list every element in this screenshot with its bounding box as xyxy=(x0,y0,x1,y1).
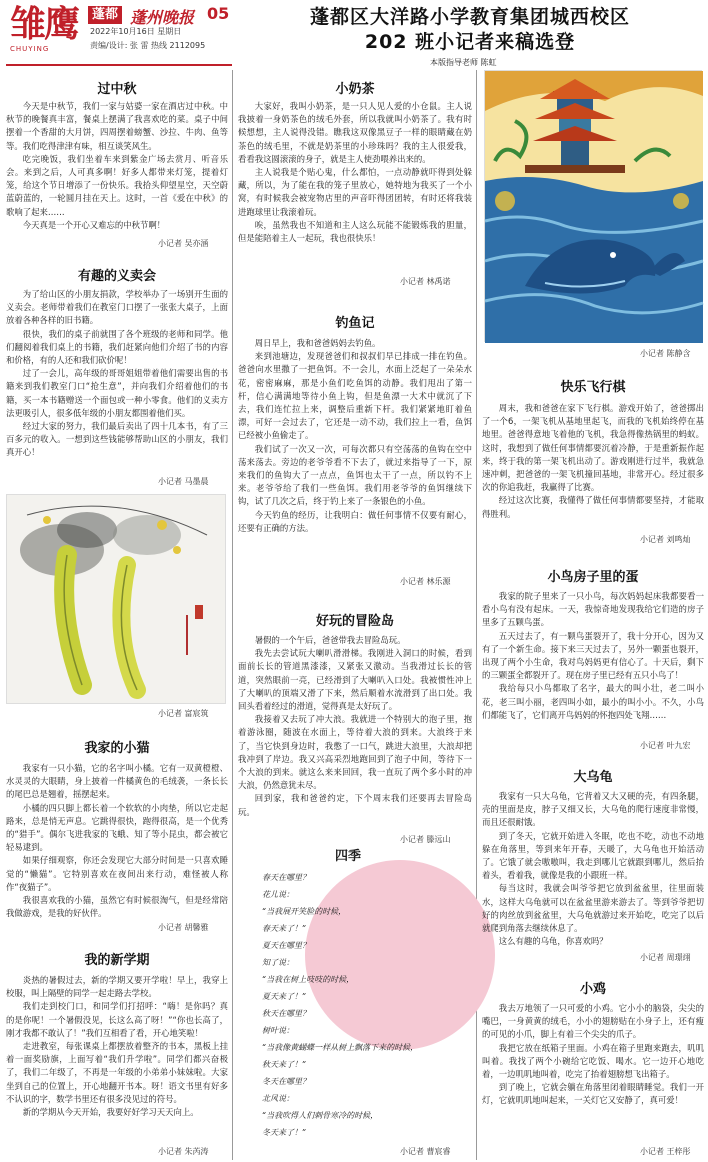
poem-line: 夏天在哪里？ xyxy=(262,941,310,950)
paragraph: 到了晚上，它就会躺在角落里闭着眼睛睡觉。我们一开灯，它就叽叽地叫起来，一关灯它又安静了，真可爱！ xyxy=(482,1082,704,1106)
article-body xyxy=(238,634,472,828)
paragraph: 经过这次比赛，我懂得了做任何事情都要坚持，才能取得胜利。 xyxy=(482,495,704,519)
paragraph: 周日早上，我和爸爸妈妈去钓鱼。 xyxy=(254,338,381,348)
article-body xyxy=(6,100,228,232)
issue-date: 2022年10月16日 星期日 xyxy=(90,27,182,36)
poem-line: 春天在哪里？ xyxy=(262,873,310,882)
article-title: 我的新学期 xyxy=(84,953,150,968)
article-body xyxy=(482,590,704,728)
paragraph: 唉，虽然我也不知道和主人这么玩能不能锻炼我的胆量，但是能陪着主人一起玩，我也很快乐！ xyxy=(238,219,472,244)
paragraph: 走进教室，每张课桌上都摆放着整齐的书本，黑板上挂着一面奖励旗，上面写着“我们升学啦”。同学们都兴奋极了，我们二年级了，不再是一年级的小弟弟小妹妹啦。大家坐到自己的位置上，开心地翻开书本。呀！语文书里有好多不认识的字，数学书里还有很多没见过的符号。 xyxy=(6,1041,228,1104)
edition-tag: 蓬都 xyxy=(88,6,122,24)
poem-line: 花儿说： xyxy=(262,890,294,899)
masthead-rule xyxy=(6,64,232,66)
poem-title: 四季 xyxy=(335,849,362,864)
article-author: 小记者 曹宸睿 xyxy=(400,1147,451,1156)
article-body xyxy=(482,1002,704,1142)
poem-line: 秋天在哪里？ xyxy=(262,1009,310,1018)
article-author: 小记者 周璟翊 xyxy=(640,953,691,962)
article-author: 小记者 胡馨雅 xyxy=(158,923,209,932)
poem-line: 知了说： xyxy=(262,958,294,967)
column-divider xyxy=(232,70,233,1160)
editor-line: 责编/设计: 张 雷 热线 2112095 xyxy=(90,41,206,50)
paragraph: 大家好，我叫小奶茶，是一只人见人爱的小仓鼠。主人说我披着一身奶茶色的绒毛外套，所以我就叫小奶茶了。我有时候想想，主人说得没错。瞧我这双像黑豆子一样的眼睛藏在奶茶色的绒毛里，不就是奶茶里的小珍珠吗？我的主人很爱我，看看我这圆滚滚的身子，就是主人使劲喂养出来的。 xyxy=(238,101,472,164)
article-title: 小鸡 xyxy=(579,982,606,997)
paragraph: 五天过去了，有一颗鸟蛋裂开了，我十分开心，因为又有了一个新生命。接下来三天过去了，另外一颗蛋也裂开，出现了两个小生命，我对鸟妈妈更有信心了。十天后，剩下的三颗蛋全都裂开了。现在房子里已经有五只小鸟了！ xyxy=(482,630,704,681)
loofah-painting xyxy=(6,494,226,704)
poem-line: “当我像黄蝴蝶一样从树上飘落下来的时候， xyxy=(262,1043,419,1052)
paragraph: 我把它放在纸箱子里面。小鸡在箱子里跑来跑去，叽叽叫着。我找了两个小碗给它吃饭、喝水。它一边开心地吃着，一边叽叽地叫着，吃完了抬着翅膀想飞出箱子。 xyxy=(482,1042,704,1080)
paragraph: 回到家，我和爸爸约定，下个周末我们还要再去冒险岛玩。 xyxy=(238,793,472,817)
article-author: 小记者 叶九宏 xyxy=(640,741,691,750)
paragraph: 经过大家的努力，我们最后卖出了四十几本书，有了三百多元的收入。一想到这些钱能够帮助山区的小朋友，我们真开心！ xyxy=(6,421,228,458)
article-author: 小记者 滕远山 xyxy=(400,835,451,844)
page-number: 05 xyxy=(207,4,230,23)
paragraph: 很快，我们的桌子前就围了各个班级的老师和同学。他们翻阅着我们桌上的书籍，我们赶紧向他们介绍了书的内容和价格，有的人还和我们砍价呢！ xyxy=(6,328,228,366)
poem-line: “当我吹得人们刺骨寒冷的时候， xyxy=(262,1111,379,1120)
paragraph: 我去万地领了一只可爱的小鸡。它小小的脑袋，尖尖的嘴巴，一身黄黄的绒毛，小小的翅膀贴在小身子上，还有瘦的可见的小爪，脚上有着三个尖尖的爪子。 xyxy=(482,1003,704,1040)
article-title: 钓鱼记 xyxy=(335,316,375,331)
paragraph: 吃完晚饭，我们坐着车来到紫金广场去赏月、听音乐会。来到之后，人可真多啊！好多人都带来灯笼，提着灯笼，给这个节日增添了一份快乐。我拾头仰望星空，天空蔚蓝蔚蓝的，一轮圆月挂在天上。这时，一首《爱在中秋》的歌响了起来…… xyxy=(6,153,228,217)
paragraph: 周末，我和爸爸在家下飞行棋。游戏开始了，爸爸掷出了一个6，一架飞机从基地里起飞，而我的飞机始终停在基地里。爸爸得意地飞着他的飞机，我急得像热锅里的蚂蚁。这时，我想到了做任何事情都要沉着冷静，于是重新振作起来，终于我的第一架飞机出动了。游戏刚进行过半，我就急速冲刺，把爸爸的一架飞机撞回基地，非常开心。经过很多次的你追我赶，我赢得了比赛。 xyxy=(482,403,704,493)
article-author: 小记者 王梓彤 xyxy=(640,1147,691,1156)
paragraph: 我们试了一次又一次，可每次都只有空荡荡的鱼钩在空中荡来荡去。旁边的老爷爷看不下去了，就过来指导了一下，原来我们的鱼钩大了一点点，鱼饵也太干了一点，所以钓不上来。老爷爷给了我们一些鱼饵。我们用老爷爷的鱼饵继续下钩，试了几次之后，终于钓上来了一条银色的小鱼。 xyxy=(238,443,472,507)
paper-name: 蓬州晚报 xyxy=(130,8,195,27)
pagoda-whale-painting xyxy=(484,70,702,342)
paragraph: 来到池塘边，发现爸爸们和叔叔们早已排成一排在钓鱼。爸爸向水里撒了一把鱼饵。不一会儿，水面上泛起了一朵朵水花，密密麻麻，那是小鱼们吃鱼饵的动静。我们甩出了第一杆，信心满满地等待小鱼上钩，但是鱼漂一大术中就沉了下去，我们连忙拉上来，调整后重新下杆。我们紧紧地盯着鱼漂，可好一会过去了，它还是一动不动，我们拉上一看，鱼饵已经被小鱼偷走了。 xyxy=(238,351,472,441)
paragraph: 到了冬天，它就开始进入冬眠，吃也不吃，动也不动地躲在角落里，等到来年开春，天暖了，大乌龟也开始活动了。它饿了就会嗷嗷叫，我走到哪儿它就跟到哪儿，然后抬着头，看着我，就像是我的小跟班一样。 xyxy=(482,830,704,881)
section-logo-pinyin: CHUYING xyxy=(10,45,50,53)
article-body xyxy=(482,402,704,554)
headline-line-1: 蓬都区大洋路小学教育集团城西校区 xyxy=(309,6,630,28)
article-author: 小记者 刘鸣灿 xyxy=(640,535,691,544)
article-title: 过中秋 xyxy=(97,82,137,97)
article-title: 好玩的冒险岛 xyxy=(315,614,394,629)
poem-line: 冬天来了！” xyxy=(262,1128,307,1137)
article-title: 快乐飞行棋 xyxy=(560,380,626,395)
pagoda-whale-painting-image xyxy=(485,71,703,343)
poem-line: “当我在树上吱吱的时候， xyxy=(262,975,355,984)
paragraph: 这么有趣的乌龟，你喜欢吗？ xyxy=(498,936,608,947)
article-body xyxy=(6,762,228,919)
paragraph: 我家有一只小猫，它的名字叫小橘。它有一双黄橙橙、水灵灵的大眼睛，身上披着一件橘黄色的毛绒袭，一条长长的尾巴总是翘着，摇摆起来。 xyxy=(6,763,228,800)
article-title: 小鸟房子里的蛋 xyxy=(547,570,639,585)
article-author: 小记者 吴亦涵 xyxy=(158,239,209,248)
article-body xyxy=(482,790,704,950)
article-body xyxy=(6,288,228,458)
paragraph: 我先去尝试玩大喇叭滑滑梯。我刚进入洞口的时候，看到面前长长的管道黑漆漆，又紧张又激动。当我滑过长长的管道，突然眼前一亮，已经滑到了大喇叭入口处。我被惯性冲上了大喇叭的顶端又滑了下来，然后顺着水流滑到了出口处。我回头看着经过的滑道，觉得真是太好玩了。 xyxy=(238,648,472,712)
article-author: 小记者 林禹诺 xyxy=(400,277,451,286)
paragraph: 我们走到校门口，和同学们打招呼：“嗨！是你吗？真的是你呢！一个暑假没见，长这么高了呀！”“你也长高了，刚才我都不敢认了！”我们互相看了看，开心地笑啦！ xyxy=(6,1001,228,1038)
article-title: 小奶茶 xyxy=(335,82,375,97)
poem-line: 冬天在哪里？ xyxy=(262,1077,310,1086)
paragraph: 我给每只小鸟都取了名字，最大的叫小壮，老二叫小花，老三叫小丽，老四叫小如，最小的叫小小。不久，小鸟们都能飞了，它们离开鸟妈妈的怀抱四处飞翔…… xyxy=(482,683,704,720)
paragraph: 如果仔细观察，你还会发现它大部分时间是一只喜欢睡觉的“懒猫”。它特别喜欢在夜间出来行动，难怪被人称作“夜猫子”。 xyxy=(6,855,228,892)
paragraph: 新的学期从今天开始，我要好好学习天天向上。 xyxy=(22,1107,199,1118)
paragraph: 每当这时，我就会叫爷爷把它放到盆盆里，往里面装水，这样大乌龟就可以在盆盆里游来游去了。等到爷爷把切好的肉丝放到盆盆里，大乌龟就游过来开始吃，吃完了以后就爬到角落去继续休息了。 xyxy=(482,883,704,934)
paragraph: 暑假的一个午后，爸爸带我去冒险岛玩。 xyxy=(254,635,406,645)
painting-caption: 小记者 富宸筑 xyxy=(158,709,209,718)
article-author: 小记者 朱芮涛 xyxy=(158,1147,209,1156)
paragraph: 炎热的暑假过去，新的学期又要开学啦！早上，我穿上校服，叫上隔壁的同学一起走路去学校。 xyxy=(6,975,228,999)
article-author: 小记者 林乐源 xyxy=(400,577,451,586)
poem-line: “当我展开笑脸的时候， xyxy=(262,907,347,916)
paragraph: 我很喜欢我的小猫，虽然它有时候很淘气，但是经常陪我做游戏，是我的好伙伴。 xyxy=(6,895,228,919)
paragraph: 小橘的四只脚上都长着一个软软的小肉垫，所以它走起路来，总是悄无声息。它跳得很快，跑得很高，是一个优秀的“猎手”。偶尔飞进我家的飞蛾、知了等小昆虫，都会被它轻易逮到。 xyxy=(6,802,228,853)
article-body xyxy=(238,337,472,573)
loofah-painting-image xyxy=(7,495,227,705)
poem-background-circle xyxy=(305,860,495,1050)
advisor-credit: 本版指导老师 陈虹 xyxy=(430,58,497,67)
poem-line: 树叶说： xyxy=(262,1026,294,1035)
painting-caption: 小记者 陈静含 xyxy=(640,349,691,358)
article-title: 有趣的义卖会 xyxy=(77,269,156,284)
paragraph: 过了一会儿，高年级的哥哥姐姐带着他们需要出售的书籍来到我们教室门口“抢生意”，并向我们介绍着他们的书籍，买一本书籍赠送一个面包或一种小零食。他们的义卖方法更吸引人，很多低年级的小朋友都围着他们买。 xyxy=(6,368,228,418)
headline-line-2: 202 班小记者来稿选登 xyxy=(364,31,576,53)
article-body xyxy=(6,974,228,1142)
section-logo: 雏鹰 xyxy=(10,3,79,45)
paragraph: 今天是中秋节，我们一家与姑婆一家在酒店过中秋。中秋节的晚餐真丰富，餐桌上摆满了我喜欢吃的菜。桌子中间摆着一个香甜的大月饼，四周摆着螃蟹、沙拉、牛肉、鱼等等。我们吃得津津有味，相互谈笑风生。 xyxy=(6,101,228,151)
article-body xyxy=(238,100,472,272)
article-title: 我家的小猫 xyxy=(84,741,150,756)
paragraph: 为了给山区的小朋友捐款，学校举办了一场别开生面的义卖会。老师带着我们在教室门口摆了一张张大桌子，上面放着各种各样的旧书籍。 xyxy=(6,289,228,326)
article-title: 大乌龟 xyxy=(573,770,613,785)
paragraph: 今天真是一个开心又难忘的中秋节啊！ xyxy=(22,219,166,230)
paragraph: 主人说我是个贴心鬼，什么都怕，一点动静就吓得到处躲藏，所以，为了能在我的笼子里放心，她特地为我买了一个小窝，有时候我会被宠物店里的声音吓得团团转，有时还将我装进跑球里让我滚着玩。 xyxy=(238,167,472,217)
article-author: 小记者 马墨晨 xyxy=(158,477,209,486)
paragraph: 我家有一只大乌龟，它背着又大又硬的壳，有四条腿，壳的里面是皮，脖子又细又长，大乌龟的爬行速度非常慢，而且还很耐饿。 xyxy=(482,791,704,828)
poem-line: 夏天来了！” xyxy=(262,992,307,1001)
paragraph: 我家的院子里来了一只小鸟，每次妈妈起床我都要看一看小鸟有没有起床。一天，我惊奇地发现我给它们造的房子里多了五颗鸟蛋。 xyxy=(482,591,704,628)
poem-line: 春天来了！” xyxy=(262,924,307,933)
masthead xyxy=(0,0,232,62)
poem-line: 秋天来了！” xyxy=(262,1060,307,1069)
paragraph: 今天钓鱼的经历，让我明白：做任何事情不仅要有耐心，还要有正确的方法。 xyxy=(238,509,472,533)
paragraph: 我接着又去玩了冲大浪。我就进一个特别大的泡子里，抱着游泳圈，随波在水面上，等待着大浪的到来。大浪终于来了，当它快到身边时，我憋了一口气，跳进大浪里，大浪却把我冲到了岸边。我又兴高采烈地跑回到了泡子中间，等待下一个大浪的到来。就这么来来回回，我一直玩了两个多小时的冲大浪，仍然意犹未尽。 xyxy=(238,714,472,791)
poem-line: 北风说： xyxy=(262,1094,294,1103)
